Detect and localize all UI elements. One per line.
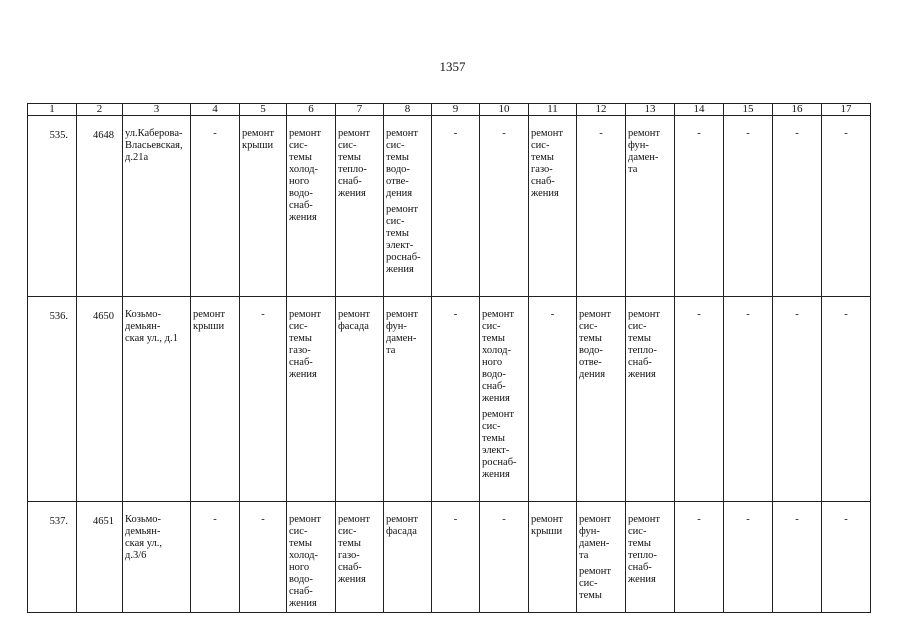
empty-work-cell — [773, 502, 822, 613]
work-item — [338, 514, 381, 586]
work-item-line: снаб- — [628, 562, 652, 573]
empty-work-cell — [240, 297, 287, 502]
empty-work-cell — [822, 116, 871, 297]
empty-work-cell — [480, 116, 529, 297]
work-item-line: темы — [482, 333, 505, 344]
work-item-line: ремонт — [289, 514, 322, 525]
work-item-line: сис- — [628, 321, 647, 332]
work-cell — [577, 297, 626, 502]
work-item-line: ремонт — [628, 514, 661, 525]
dash-mark — [434, 128, 477, 140]
work-item-line: водо- — [289, 574, 313, 585]
work-item — [386, 204, 429, 276]
empty-work-cell — [675, 502, 724, 613]
empty-work-cell — [432, 502, 480, 613]
work-item-line: ремонт — [386, 128, 419, 139]
dash-mark — [824, 128, 868, 140]
dash-mark — [531, 309, 574, 321]
address-cell — [123, 502, 191, 613]
work-item-line: сис- — [482, 421, 501, 432]
work-item-line: снаб- — [338, 562, 362, 573]
address-line: ская ул., — [125, 538, 162, 549]
work-item-line: - — [453, 128, 458, 139]
column-number-11: 11 — [529, 104, 577, 116]
building-code-cell: 4648 — [77, 116, 123, 297]
work-item-line: дения — [386, 188, 413, 199]
work-item-line: - — [795, 514, 799, 525]
row-number-cell: 535. — [28, 116, 77, 297]
address-cell — [123, 297, 191, 502]
work-item-line: - — [746, 128, 750, 139]
work-cell — [336, 116, 384, 297]
work-item-line: ремонт — [482, 409, 515, 420]
dash-mark — [775, 309, 819, 321]
column-number-16: 16 — [773, 104, 822, 116]
work-item-line: дамен- — [386, 333, 417, 344]
work-item-line: дамен- — [579, 538, 610, 549]
work-item — [289, 128, 333, 224]
work-item-line: фасада — [338, 321, 369, 332]
work-item-line: - — [213, 514, 217, 525]
work-item-line: жения — [338, 574, 366, 585]
work-item-line: - — [599, 128, 603, 139]
column-number-7: 7 — [336, 104, 384, 116]
work-item-line: та — [579, 550, 589, 561]
work-item-line: темы — [628, 333, 651, 344]
work-item-line: ремонт — [579, 309, 612, 320]
work-item-line: тепло- — [628, 550, 657, 561]
work-item-line: жения — [289, 369, 317, 380]
work-item-line: газо- — [531, 164, 553, 175]
work-item-line: ремонт — [386, 204, 419, 215]
empty-work-cell — [773, 116, 822, 297]
work-item-line: ремонт — [289, 128, 322, 139]
work-item-line: темы — [579, 590, 602, 601]
dash-mark — [824, 309, 868, 321]
work-item-line: - — [844, 128, 848, 139]
work-item-line: дения — [579, 369, 606, 380]
work-cell — [336, 297, 384, 502]
work-item-line: снаб- — [289, 200, 313, 211]
work-item-line: ремонт — [386, 309, 419, 320]
work-item-line: темы — [289, 152, 312, 163]
work-item — [386, 309, 429, 357]
work-item-line: жения — [338, 188, 366, 199]
dash-mark — [677, 514, 721, 526]
work-item-line: темы — [289, 333, 312, 344]
work-cell — [480, 297, 529, 502]
work-item-line: - — [453, 309, 458, 320]
work-item — [628, 514, 672, 586]
address-line: Козьмо- — [125, 514, 162, 525]
empty-work-cell — [529, 297, 577, 502]
work-item-line: ремонт — [289, 309, 322, 320]
work-item-line: ремонт — [242, 128, 275, 139]
work-item-line: отве- — [579, 357, 602, 368]
empty-work-cell — [724, 297, 773, 502]
work-item-line: сис- — [579, 321, 598, 332]
work-item-line: сис- — [338, 140, 357, 151]
work-item-line: крыши — [242, 140, 274, 151]
dash-mark — [242, 514, 284, 526]
work-cell — [287, 297, 336, 502]
column-number-1: 1 — [28, 104, 77, 116]
work-item-line: - — [746, 309, 750, 320]
work-item-line: та — [386, 345, 396, 356]
empty-work-cell — [675, 297, 724, 502]
work-item-line: - — [795, 128, 799, 139]
dash-mark — [193, 128, 237, 140]
work-item-line: водо- — [482, 369, 506, 380]
work-item-line: темы — [338, 152, 361, 163]
work-item-line: темы — [386, 228, 409, 239]
work-item-line: - — [550, 309, 555, 320]
dash-mark — [824, 514, 868, 526]
work-item — [579, 566, 623, 602]
work-item-line: - — [261, 309, 265, 320]
dash-mark — [726, 309, 770, 321]
work-item — [531, 514, 574, 538]
dash-mark — [242, 309, 284, 321]
work-item-line: крыши — [531, 526, 563, 537]
work-cell — [287, 502, 336, 613]
work-item — [531, 128, 574, 200]
work-item-line: - — [502, 128, 506, 139]
work-item-line: темы — [531, 152, 554, 163]
work-item-line: жения — [628, 369, 656, 380]
work-item-line: сис- — [289, 140, 308, 151]
work-item-line: - — [213, 128, 217, 139]
column-number-3: 3 — [123, 104, 191, 116]
work-cell — [336, 502, 384, 613]
address-line: д.3/6 — [125, 550, 147, 561]
address-cell — [123, 116, 191, 297]
work-item-line: тепло- — [628, 345, 657, 356]
dash-mark — [775, 514, 819, 526]
work-cell — [529, 502, 577, 613]
column-number-2: 2 — [77, 104, 123, 116]
empty-work-cell — [724, 502, 773, 613]
work-item-line: темы — [628, 538, 651, 549]
work-item-line: сис- — [338, 526, 357, 537]
work-item-line: фун- — [579, 526, 600, 537]
work-item-line: крыши — [193, 321, 225, 332]
column-number-12: 12 — [577, 104, 626, 116]
dash-mark — [579, 128, 623, 140]
work-item — [482, 409, 526, 481]
work-item-line: снаб- — [531, 176, 555, 187]
work-item-line: ного — [482, 357, 503, 368]
work-item-line: - — [502, 514, 506, 525]
empty-work-cell — [480, 502, 529, 613]
work-item-line: - — [697, 514, 701, 525]
work-item-line: роснаб- — [482, 457, 517, 468]
work-item — [386, 514, 429, 538]
work-item-line: сис- — [531, 140, 550, 151]
work-item-line: темы — [386, 152, 409, 163]
work-item — [289, 514, 333, 610]
work-item-line: снаб- — [289, 586, 313, 597]
address-line: демьян- — [125, 526, 161, 537]
table-row — [28, 116, 871, 297]
work-item-line: ремонт — [338, 128, 371, 139]
work-item-line: снаб- — [289, 357, 313, 368]
work-item-line: ного — [289, 562, 310, 573]
work-item — [579, 309, 623, 381]
dash-mark — [677, 309, 721, 321]
work-item-line: элект- — [386, 240, 414, 251]
repair-schedule-table — [27, 103, 871, 613]
dash-mark — [726, 128, 770, 140]
work-item-line: - — [844, 309, 848, 320]
work-item-line: темы — [289, 538, 312, 549]
work-item-line: - — [697, 309, 701, 320]
work-item-line: водо- — [579, 345, 603, 356]
work-cell — [240, 116, 287, 297]
work-item-line: ремонт — [482, 309, 515, 320]
empty-work-cell — [773, 297, 822, 502]
work-item-line: дамен- — [628, 152, 659, 163]
table-row — [28, 297, 871, 502]
empty-work-cell — [577, 116, 626, 297]
address-line: демьян- — [125, 321, 161, 332]
work-item-line: жения — [289, 598, 317, 609]
dash-mark — [482, 128, 526, 140]
work-item-line: газо- — [338, 550, 360, 561]
column-number-13: 13 — [626, 104, 675, 116]
column-number-6: 6 — [287, 104, 336, 116]
column-number-10: 10 — [480, 104, 529, 116]
work-cell — [384, 116, 432, 297]
work-item-line: ремонт — [386, 514, 419, 525]
work-item-line: фасада — [386, 526, 417, 537]
work-item — [579, 514, 623, 562]
column-number-14: 14 — [675, 104, 724, 116]
work-item-line: холод- — [482, 345, 511, 356]
work-item-line: жения — [289, 212, 317, 223]
work-item-line: ремонт — [193, 309, 226, 320]
work-item-line: - — [746, 514, 750, 525]
row-number-cell: 536. — [28, 297, 77, 502]
building-code-cell: 4650 — [77, 297, 123, 502]
work-item-line: - — [697, 128, 701, 139]
dash-mark — [677, 128, 721, 140]
dash-mark — [434, 309, 477, 321]
work-item-line: фун- — [386, 321, 407, 332]
table-row — [28, 502, 871, 613]
row-number-cell: 537. — [28, 502, 77, 613]
empty-work-cell — [724, 116, 773, 297]
work-item-line: ремонт — [628, 128, 661, 139]
work-item-line: - — [795, 309, 799, 320]
address-line: ул.Каберова- — [125, 128, 183, 139]
work-item-line: - — [261, 514, 265, 525]
work-item-line: ремонт — [338, 514, 371, 525]
address-line: д.21а — [125, 152, 149, 163]
empty-work-cell — [191, 116, 240, 297]
dash-mark — [482, 514, 526, 526]
work-item — [386, 128, 429, 200]
work-item-line: сис- — [482, 321, 501, 332]
work-item-line: темы — [338, 538, 361, 549]
work-item-line: сис- — [289, 526, 308, 537]
work-cell — [384, 502, 432, 613]
work-item-line: сис- — [628, 526, 647, 537]
empty-work-cell — [240, 502, 287, 613]
column-number-row — [28, 104, 871, 116]
dash-mark — [434, 514, 477, 526]
work-item-line: снаб- — [482, 381, 506, 392]
page-number: 1357 — [439, 59, 466, 74]
empty-work-cell — [822, 297, 871, 502]
work-item — [482, 309, 526, 405]
address-line: Власьевская, — [125, 140, 183, 151]
work-item-line: холод- — [289, 164, 318, 175]
work-item-line: сис- — [386, 140, 405, 151]
work-item — [338, 128, 381, 200]
empty-work-cell — [675, 116, 724, 297]
work-cell — [577, 502, 626, 613]
work-item — [242, 128, 284, 152]
work-item-line: водо- — [386, 164, 410, 175]
work-item-line: холод- — [289, 550, 318, 561]
work-item-line: сис- — [289, 321, 308, 332]
work-cell — [529, 116, 577, 297]
dash-mark — [726, 514, 770, 526]
work-item — [193, 309, 237, 333]
work-item-line: темы — [482, 433, 505, 444]
work-item-line: жения — [386, 264, 414, 275]
work-item-line: - — [453, 514, 458, 525]
work-cell — [191, 297, 240, 502]
work-item-line: ремонт — [338, 309, 371, 320]
work-item-line: ремонт — [579, 566, 612, 577]
work-item-line: ремонт — [531, 128, 564, 139]
work-item-line: водо- — [289, 188, 313, 199]
work-item-line: фун- — [628, 140, 649, 151]
column-number-8: 8 — [384, 104, 432, 116]
work-item-line: жения — [531, 188, 559, 199]
work-item-line: элект- — [482, 445, 510, 456]
column-number-4: 4 — [191, 104, 240, 116]
work-item — [628, 309, 672, 381]
work-item-line: та — [628, 164, 638, 175]
work-item-line: ного — [289, 176, 310, 187]
work-item-line: снаб- — [628, 357, 652, 368]
work-cell — [626, 297, 675, 502]
address-line: Козьмо- — [125, 309, 162, 320]
work-item-line: - — [844, 514, 848, 525]
work-item-line: жения — [628, 574, 656, 585]
work-item-line: снаб- — [338, 176, 362, 187]
work-cell — [626, 116, 675, 297]
work-item-line: жения — [482, 393, 510, 404]
column-number-17: 17 — [822, 104, 871, 116]
address-line: ская ул., д.1 — [125, 333, 178, 344]
work-item — [628, 128, 672, 176]
work-item-line: жения — [482, 469, 510, 480]
work-item-line: темы — [579, 333, 602, 344]
dash-mark — [193, 514, 237, 526]
empty-work-cell — [432, 116, 480, 297]
work-cell — [287, 116, 336, 297]
work-item-line: сис- — [579, 578, 598, 589]
work-cell — [626, 502, 675, 613]
dash-mark — [775, 128, 819, 140]
empty-work-cell — [432, 297, 480, 502]
work-cell — [384, 297, 432, 502]
work-item — [338, 309, 381, 333]
work-item-line: газо- — [289, 345, 311, 356]
work-item-line: тепло- — [338, 164, 367, 175]
empty-work-cell — [822, 502, 871, 613]
column-number-5: 5 — [240, 104, 287, 116]
work-item-line: роснаб- — [386, 252, 421, 263]
work-item-line: отве- — [386, 176, 409, 187]
column-number-9: 9 — [432, 104, 480, 116]
work-item-line: ремонт — [531, 514, 564, 525]
empty-work-cell — [191, 502, 240, 613]
work-item-line: ремонт — [579, 514, 612, 525]
column-number-15: 15 — [724, 104, 773, 116]
building-code-cell: 4651 — [77, 502, 123, 613]
work-item-line: ремонт — [628, 309, 661, 320]
work-item-line: сис- — [386, 216, 405, 227]
work-item — [289, 309, 333, 381]
